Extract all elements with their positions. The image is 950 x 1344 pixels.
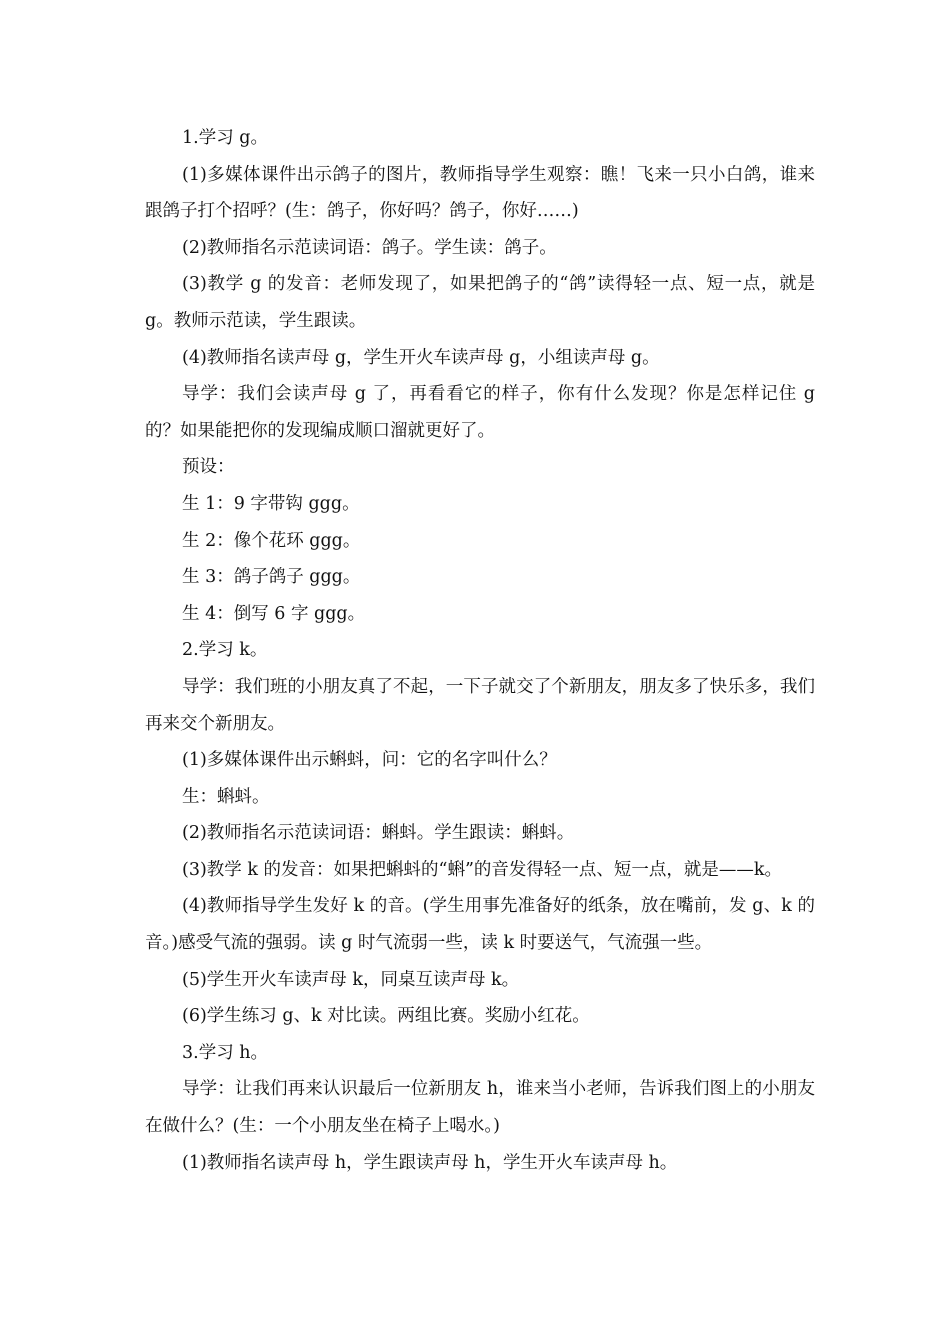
paragraph-guide-3: 导学：让我们再来认识最后一位新朋友 h，谁来当小老师，告诉我们图上的小朋友在做什么？(生：一个小朋友坐在椅子上喝水。) xyxy=(145,1079,815,1137)
paragraph-step-2: (2)教师指名示范读词语：鸽子。学生读：鸽子。 xyxy=(182,237,557,258)
paragraph-student-1: 生 1：9 字带钩 ggg。 xyxy=(182,493,360,514)
paragraph-k-step-6: (6)学生练习 g、k 对比读。两组比赛。奖励小红花。 xyxy=(182,1006,590,1027)
paragraph-student-4: 生 4：倒写 6 字 ggg。 xyxy=(182,603,366,624)
paragraph-section-3-heading: 3.学习 h。 xyxy=(182,1042,269,1063)
paragraph-k-step-3: (3)教学 k 的发音：如果把蝌蚪的“蝌”的音发得轻一点、短一点，就是——k。 xyxy=(182,859,783,880)
paragraph-preset-label: 预设： xyxy=(182,457,235,478)
paragraph-guide-1: 导学：我们会读声母 g 了，再看看它的样子，你有什么发现？你是怎样记住 g 的？如果能把你的发现编成顺口溜就更好了。 xyxy=(145,384,815,441)
paragraph-section-1-heading: 1.学习 g。 xyxy=(182,128,268,148)
paragraph-k-step-4: (4)教师指导学生发好 k 的音。(学生用事先准备好的纸条，放在嘴前，发 g、k 的音。)感受气流的强弱。读 g 时气流弱一些，读 k 时要送气，气流强一些。 xyxy=(145,896,815,954)
paragraph-guide-2: 导学：我们班的小朋友真了不起，一下子就交了个新朋友，朋友多了快乐多，我们再来交个新朋友。 xyxy=(145,676,815,734)
document-body xyxy=(145,120,815,1181)
paragraph-section-2-heading: 2.学习 k。 xyxy=(182,640,268,661)
paragraph-student-2: 生 2：像个花环 ggg。 xyxy=(182,530,361,551)
paragraph-step-3: (3)教学 g 的发音：老师发现了，如果把鸽子的“鸽”读得轻一点、短一点，就是 g。教师示范读，学生跟读。 xyxy=(145,274,815,331)
paragraph-k-step-2: (2)教师指名示范读词语：蝌蚪。学生跟读：蝌蚪。 xyxy=(182,823,575,844)
paragraph-h-step-1: (1)教师指名读声母 h，学生跟读声母 h，学生开火车读声母 h。 xyxy=(182,1152,678,1173)
paragraph-k-step-5: (5)学生开火车读声母 k，同桌互读声母 k。 xyxy=(182,969,520,990)
paragraph-k-step-1: (1)多媒体课件出示蝌蚪，问：它的名字叫什么？ xyxy=(182,750,557,771)
paragraph-k-student-answer: 生：蝌蚪。 xyxy=(182,786,270,807)
paragraph-student-3: 生 3：鸽子鸽子 ggg。 xyxy=(182,567,361,588)
paragraph-step-4: (4)教师指名读声母 g，学生开火车读声母 g，小组读声母 g。 xyxy=(182,347,660,368)
paragraph-step-1: (1)多媒体课件出示鸽子的图片，教师指导学生观察：瞧！飞来一只小白鸽，谁来跟鸽子打个招呼？(生：鸽子，你好吗？鸽子，你好……) xyxy=(145,164,815,222)
